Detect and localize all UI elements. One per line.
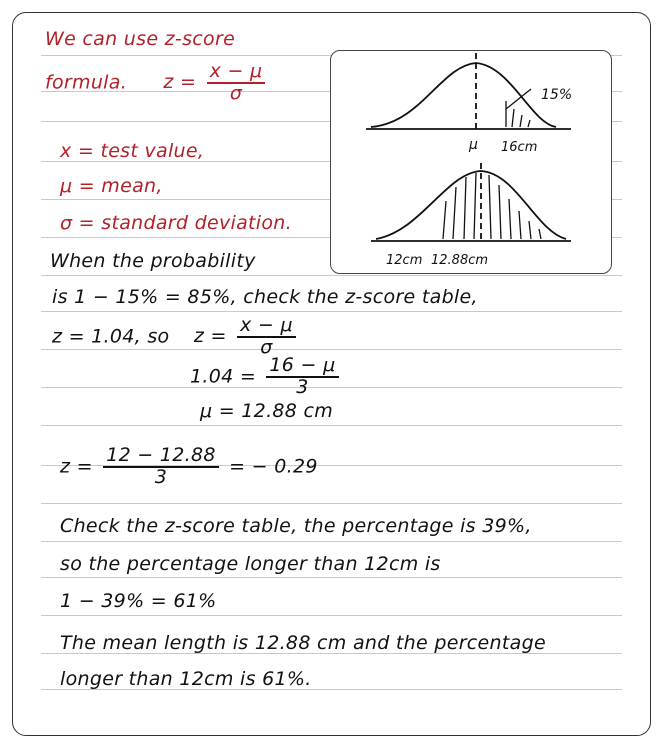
bottom-bell-curve: [371, 163, 571, 241]
text-line: [190, 356, 343, 398]
ruled-line: [41, 577, 622, 578]
ruled-line: [41, 541, 622, 542]
fraction: [266, 356, 338, 398]
bottom-left-label: 12cm: [386, 253, 423, 268]
formula-line: [45, 62, 269, 104]
numerator: 16 − μ: [266, 356, 338, 378]
text-line: We can use z-score: [45, 28, 236, 50]
numerator: x − μ: [237, 316, 296, 338]
text: z = 1.04, so: [52, 325, 170, 348]
bottom-right-label: 12.88cm: [431, 253, 489, 268]
normal-distribution-diagram: [330, 50, 612, 274]
denominator: σ: [229, 81, 243, 104]
formula-rhs: = − 0.29: [229, 455, 318, 478]
fraction: [103, 446, 219, 488]
text-line: μ = 12.88 cm: [200, 400, 334, 422]
formula-lhs: z =: [193, 325, 227, 348]
ruled-line: [41, 503, 622, 504]
bell-curves: [331, 51, 611, 273]
text-line: longer than 12cm is 61%.: [60, 668, 312, 690]
denominator: 3: [296, 375, 309, 398]
text-line: The mean length is 12.88 cm and the percentage: [60, 632, 546, 654]
top-percent-label: 15%: [541, 87, 573, 103]
formula-lhs: z =: [60, 455, 93, 478]
ruled-line: [41, 615, 622, 616]
formula-lhs: 1.04 =: [190, 365, 257, 388]
text-line: μ = mean,: [60, 175, 163, 197]
text-line: [52, 316, 300, 358]
text-line: Check the z-score table, the percentage is 39%,: [60, 515, 532, 537]
denominator: 3: [154, 465, 168, 488]
text-line: 1 − 39% = 61%: [60, 590, 217, 612]
numerator: 12 − 12.88: [103, 446, 219, 468]
fraction: [207, 62, 266, 104]
text-line: so the percentage longer than 12cm is: [60, 553, 441, 575]
text: formula.: [45, 71, 128, 94]
top-value-label: 16cm: [501, 140, 538, 155]
text-line: [60, 446, 318, 488]
numerator: x − μ: [207, 62, 266, 84]
text-line: σ = standard deviation.: [60, 212, 292, 234]
text-line: is 1 − 15% = 85%, check the z-score table,: [52, 286, 478, 308]
ruled-line: [41, 311, 622, 312]
fraction: [237, 316, 296, 358]
ruled-line: [41, 425, 622, 426]
text-line: x = test value,: [60, 140, 205, 162]
top-mean-label: μ: [469, 137, 478, 153]
text-line: When the probability: [50, 250, 256, 272]
formula-lhs: z =: [163, 71, 197, 94]
ruled-line: [41, 275, 622, 276]
denominator: σ: [260, 335, 273, 358]
